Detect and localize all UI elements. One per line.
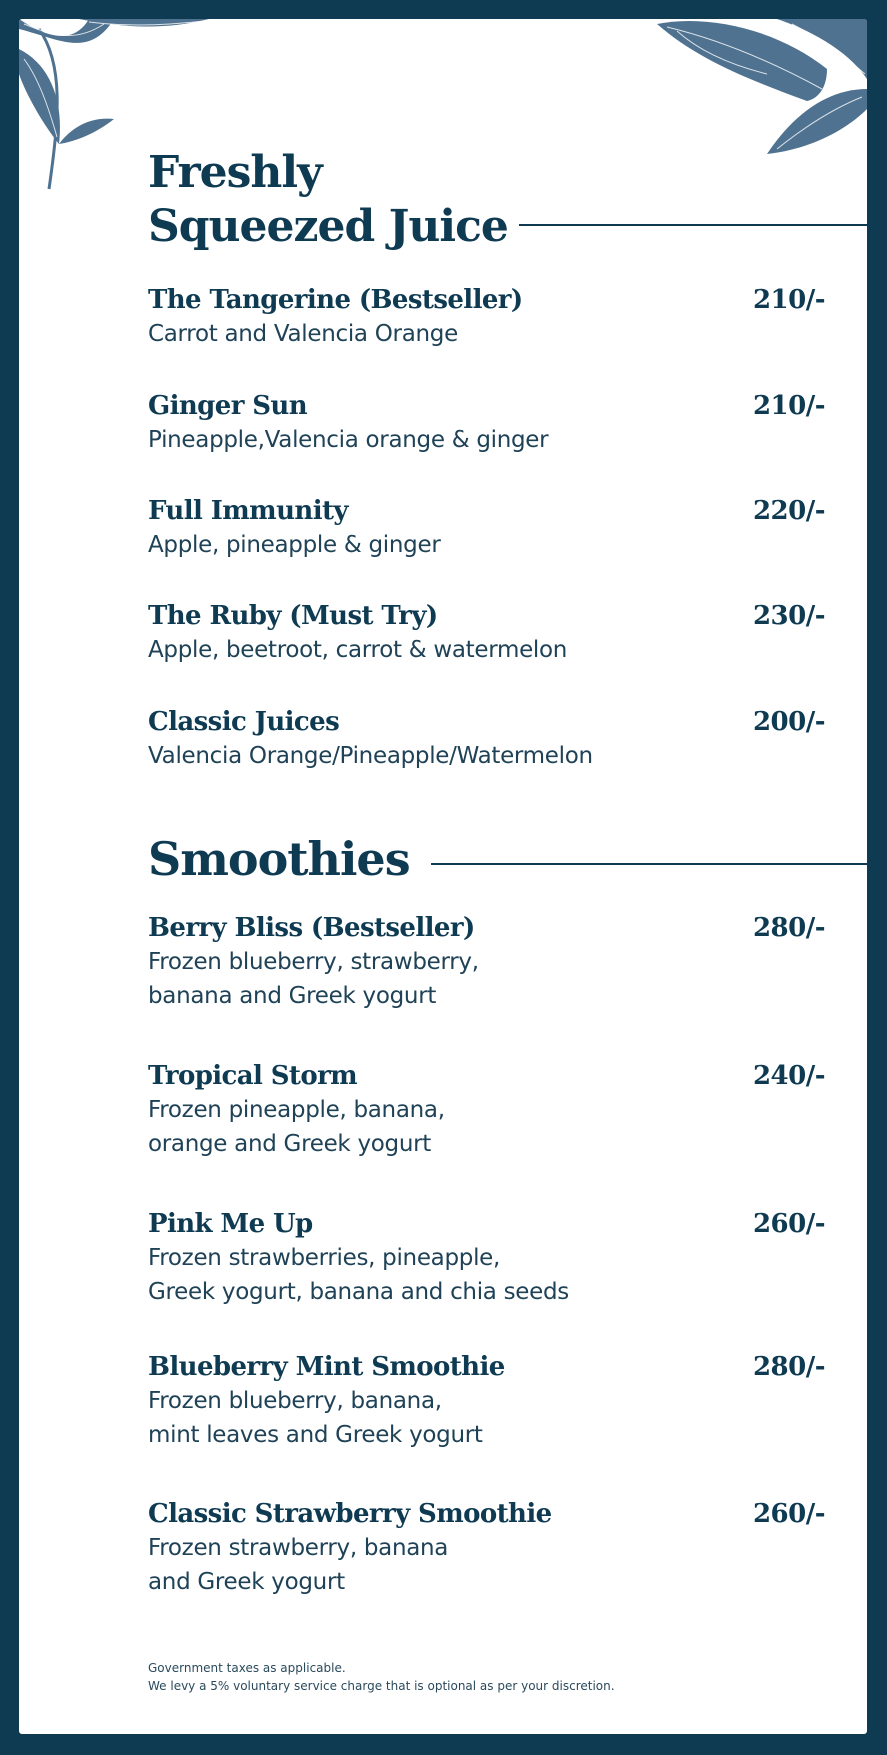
item-name: Classic Juices (148, 707, 340, 737)
item-name: The Ruby (Must Try) (148, 601, 438, 631)
leaf-branch-icon (617, 19, 867, 159)
item-price: 240/- (752, 1061, 825, 1091)
item-description: Carrot and Valencia Orange (148, 321, 458, 347)
footer-tax-note: Government taxes as applicable. (148, 1661, 346, 1675)
item-price: 230/- (752, 601, 825, 631)
menu-item (148, 1059, 825, 1161)
menu-item (148, 1497, 825, 1599)
section-title-smoothies: Smoothies (148, 832, 410, 886)
item-name: Tropical Storm (148, 1061, 358, 1091)
item-name: Classic Strawberry Smoothie (148, 1499, 552, 1529)
menu-item (148, 1207, 825, 1309)
menu-item (148, 705, 825, 773)
footer-service-charge-note: We levy a 5% voluntary service charge that is optional as per your discretion. (148, 1679, 615, 1693)
item-name: Pink Me Up (148, 1209, 313, 1239)
footer-notes (148, 1659, 615, 1695)
item-description: Frozen blueberry, banana, mint leaves and Greek yogurt (148, 1388, 483, 1448)
item-description: Apple, beetroot, carrot & watermelon (148, 637, 568, 663)
item-name: Full Immunity (148, 496, 348, 526)
item-name: Ginger Sun (148, 391, 308, 421)
item-name: Blueberry Mint Smoothie (148, 1352, 505, 1382)
item-description: Apple, pineapple & ginger (148, 532, 441, 558)
menu-item (148, 283, 825, 351)
item-description: Frozen blueberry, strawberry, banana and Greek yogurt (148, 949, 479, 1009)
item-description: Frozen pineapple, banana, orange and Greek yogurt (148, 1097, 445, 1157)
menu-item (148, 494, 825, 562)
item-price: 210/- (752, 285, 825, 315)
item-name: Berry Bliss (Bestseller) (148, 913, 475, 943)
item-price: 210/- (752, 391, 825, 421)
item-price: 260/- (752, 1209, 825, 1239)
menu-item (148, 911, 825, 1013)
section-title-juices: Freshly Squeezed Juice (148, 147, 508, 252)
menu-item (148, 389, 825, 457)
item-name: The Tangerine (Bestseller) (148, 285, 523, 315)
item-price: 220/- (752, 496, 825, 526)
item-price: 260/- (752, 1499, 825, 1529)
item-price: 200/- (752, 707, 825, 737)
section-divider (431, 863, 867, 865)
item-price: 280/- (752, 1352, 825, 1382)
item-price: 280/- (752, 913, 825, 943)
section-divider (519, 224, 867, 226)
menu-page (19, 19, 867, 1734)
item-description: Frozen strawberry, banana and Greek yogurt (148, 1535, 449, 1595)
menu-item (148, 599, 825, 667)
item-description: Pineapple,Valencia orange & ginger (148, 427, 549, 453)
item-description: Frozen strawberries, pineapple, Greek yogurt, banana and chia seeds (148, 1245, 569, 1305)
item-description: Valencia Orange/Pineapple/Watermelon (148, 743, 593, 769)
menu-item (148, 1350, 825, 1452)
